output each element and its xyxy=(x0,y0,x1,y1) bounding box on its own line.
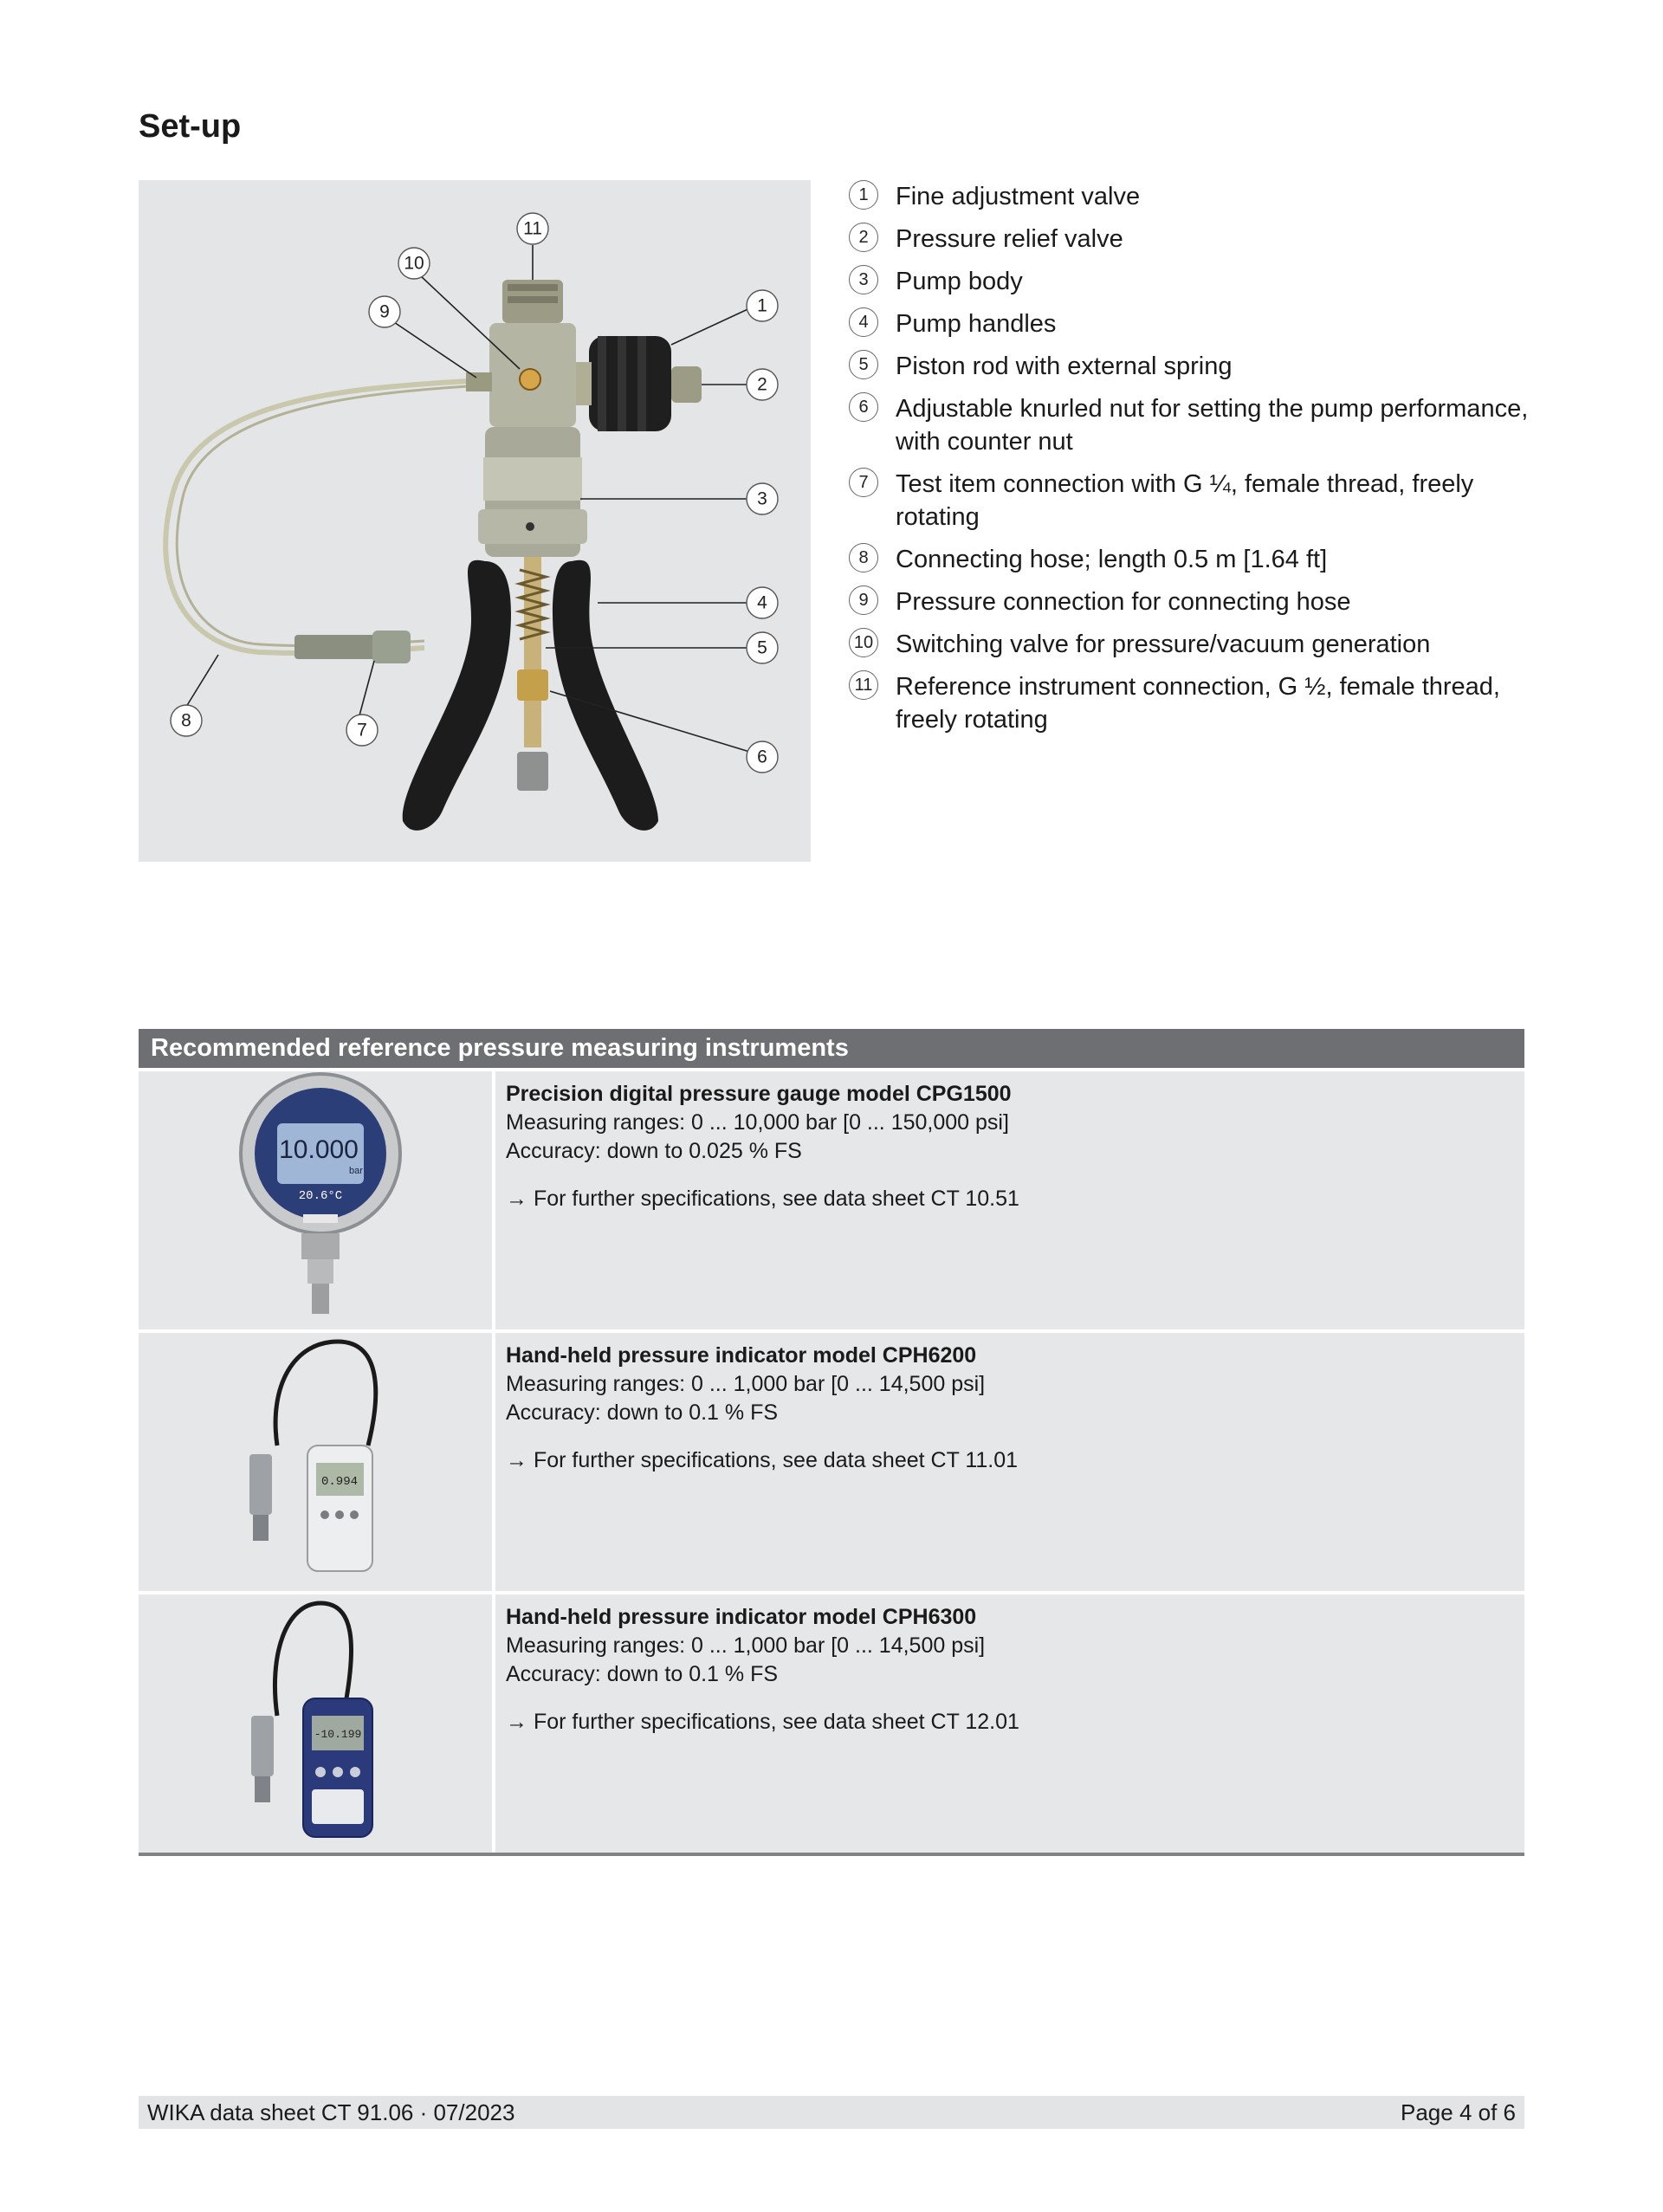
legend-number: 11 xyxy=(849,670,878,700)
cph6200-image xyxy=(139,1333,492,1591)
instrument-accuracy: Accuracy: down to 0.1 % FS xyxy=(506,1400,779,1425)
callout-11 xyxy=(517,213,548,244)
table-header: Recommended reference pressure measuring instruments xyxy=(139,1029,1524,1068)
legend-number: 2 xyxy=(849,223,878,252)
legend-item xyxy=(849,543,1533,576)
table-row xyxy=(139,1333,1524,1591)
cpg1500-image xyxy=(139,1071,492,1329)
legend-text: Pressure relief valve xyxy=(896,225,1123,253)
legend-number: 3 xyxy=(849,265,878,294)
svg-text:6: 6 xyxy=(757,747,767,767)
legend-text: Switching valve for pressure/vacuum generation xyxy=(896,631,1431,658)
callout-6 xyxy=(747,741,778,773)
datasheet-reference: → For further specifications, see data sheet CT 12.01 xyxy=(506,1710,1019,1734)
callout-8 xyxy=(171,705,202,736)
table-row xyxy=(139,1594,1524,1853)
pump-handle-left xyxy=(403,560,511,831)
legend-item xyxy=(849,350,1533,383)
instrument-ranges: Measuring ranges: 0 ... 10,000 bar [0 ... 150,000 psi] xyxy=(506,1110,1009,1135)
legend-number: 8 xyxy=(849,543,878,572)
callout-3 xyxy=(747,483,778,514)
svg-text:7: 7 xyxy=(357,720,367,741)
legend-text: Reference instrument connection, G ½, female thread, freely rotating xyxy=(896,673,1500,734)
legend-text: Piston rod with external spring xyxy=(896,352,1233,380)
callout-9 xyxy=(369,296,400,327)
legend-number: 10 xyxy=(849,628,878,657)
instrument-name: Precision digital pressure gauge model CPG1500 xyxy=(506,1082,1012,1106)
setup-legend xyxy=(849,180,1533,746)
legend-number: 4 xyxy=(849,307,878,337)
svg-text:5: 5 xyxy=(757,637,767,658)
legend-item xyxy=(849,670,1533,736)
legend-number: 9 xyxy=(849,585,878,615)
instrument-name: Hand-held pressure indicator model CPH6300 xyxy=(506,1605,977,1629)
legend-text: Adjustable knurled nut for setting the pump performance, with counter nut xyxy=(896,395,1529,456)
hand-pump-illustration xyxy=(139,180,811,862)
handheld-indicator-illustration xyxy=(139,1594,492,1853)
legend-number: 5 xyxy=(849,350,878,379)
gauge-temperature: 20.6°C xyxy=(298,1189,343,1203)
svg-text:9: 9 xyxy=(379,301,390,322)
instrument-info xyxy=(495,1594,1524,1853)
footer-page-number: Page 4 of 6 xyxy=(1401,2099,1516,2125)
legend-text: Pump handles xyxy=(896,310,1057,338)
legend-text: Pressure connection for connecting hose xyxy=(896,588,1351,616)
gauge-unit: bar xyxy=(349,1166,363,1176)
legend-item xyxy=(849,223,1533,255)
legend-item xyxy=(849,180,1533,213)
instrument-accuracy: Accuracy: down to 0.025 % FS xyxy=(506,1139,802,1163)
datasheet-reference: → For further specifications, see data sheet CT 11.01 xyxy=(506,1448,1019,1472)
legend-text: Test item connection with G ¼, female thread, freely rotating xyxy=(896,470,1474,531)
callout-7 xyxy=(346,715,378,746)
section-title: Set-up xyxy=(139,108,242,145)
svg-text:8: 8 xyxy=(181,710,191,731)
legend-item xyxy=(849,265,1533,298)
svg-text:11: 11 xyxy=(523,218,542,239)
datasheet-reference: → For further specifications, see data sheet CT 10.51 xyxy=(506,1187,1019,1211)
svg-text:3: 3 xyxy=(757,488,767,509)
legend-item xyxy=(849,628,1533,661)
page-footer xyxy=(139,2096,1524,2129)
cph6300-image xyxy=(139,1594,492,1853)
instrument-ranges: Measuring ranges: 0 ... 1,000 bar [0 ... 14,500 psi] xyxy=(506,1633,986,1658)
svg-text:4: 4 xyxy=(757,592,767,613)
pressure-connection xyxy=(466,372,492,391)
legend-item xyxy=(849,468,1533,534)
gauge-reading: 10.000 xyxy=(279,1135,359,1164)
connecting-hose xyxy=(165,381,468,653)
callout-2 xyxy=(747,369,778,400)
footer-datasheet-id: WIKA data sheet CT 91.06 · 07/2023 xyxy=(147,2099,515,2125)
callout-4 xyxy=(747,587,778,618)
callout-1 xyxy=(747,290,778,321)
instrument-info xyxy=(495,1333,1524,1591)
instrument-name: Hand-held pressure indicator model CPH6200 xyxy=(506,1343,977,1368)
callout-10 xyxy=(398,248,430,279)
handheld-1-reading: 0.994 xyxy=(320,1475,359,1489)
instrument-accuracy: Accuracy: down to 0.1 % FS xyxy=(506,1662,779,1686)
instrument-info xyxy=(495,1071,1524,1329)
pump-handle-right xyxy=(553,560,658,831)
recommended-instruments-table xyxy=(139,1029,1524,1856)
digital-gauge-illustration xyxy=(139,1071,492,1329)
svg-text:10: 10 xyxy=(404,253,424,274)
legend-item xyxy=(849,392,1533,458)
legend-text: Fine adjustment valve xyxy=(896,183,1141,210)
legend-number: 7 xyxy=(849,468,878,497)
legend-text: Pump body xyxy=(896,268,1023,295)
legend-text: Connecting hose; length 0.5 m [1.64 ft] xyxy=(896,546,1328,573)
table-row xyxy=(139,1071,1524,1329)
svg-text:2: 2 xyxy=(757,374,767,395)
legend-number: 6 xyxy=(849,392,878,422)
svg-text:1: 1 xyxy=(757,295,767,316)
handheld-2-reading: -10.199 xyxy=(314,1728,362,1741)
knurled-nut xyxy=(517,669,548,701)
pump-setup-figure xyxy=(139,180,811,862)
callout-5 xyxy=(747,632,778,663)
pressure-relief-valve xyxy=(671,366,702,403)
legend-number: 1 xyxy=(849,180,878,210)
handheld-indicator-illustration xyxy=(139,1333,492,1591)
instrument-ranges: Measuring ranges: 0 ... 1,000 bar [0 ... 14,500 psi] xyxy=(506,1372,986,1396)
legend-item xyxy=(849,307,1533,340)
legend-item xyxy=(849,585,1533,618)
